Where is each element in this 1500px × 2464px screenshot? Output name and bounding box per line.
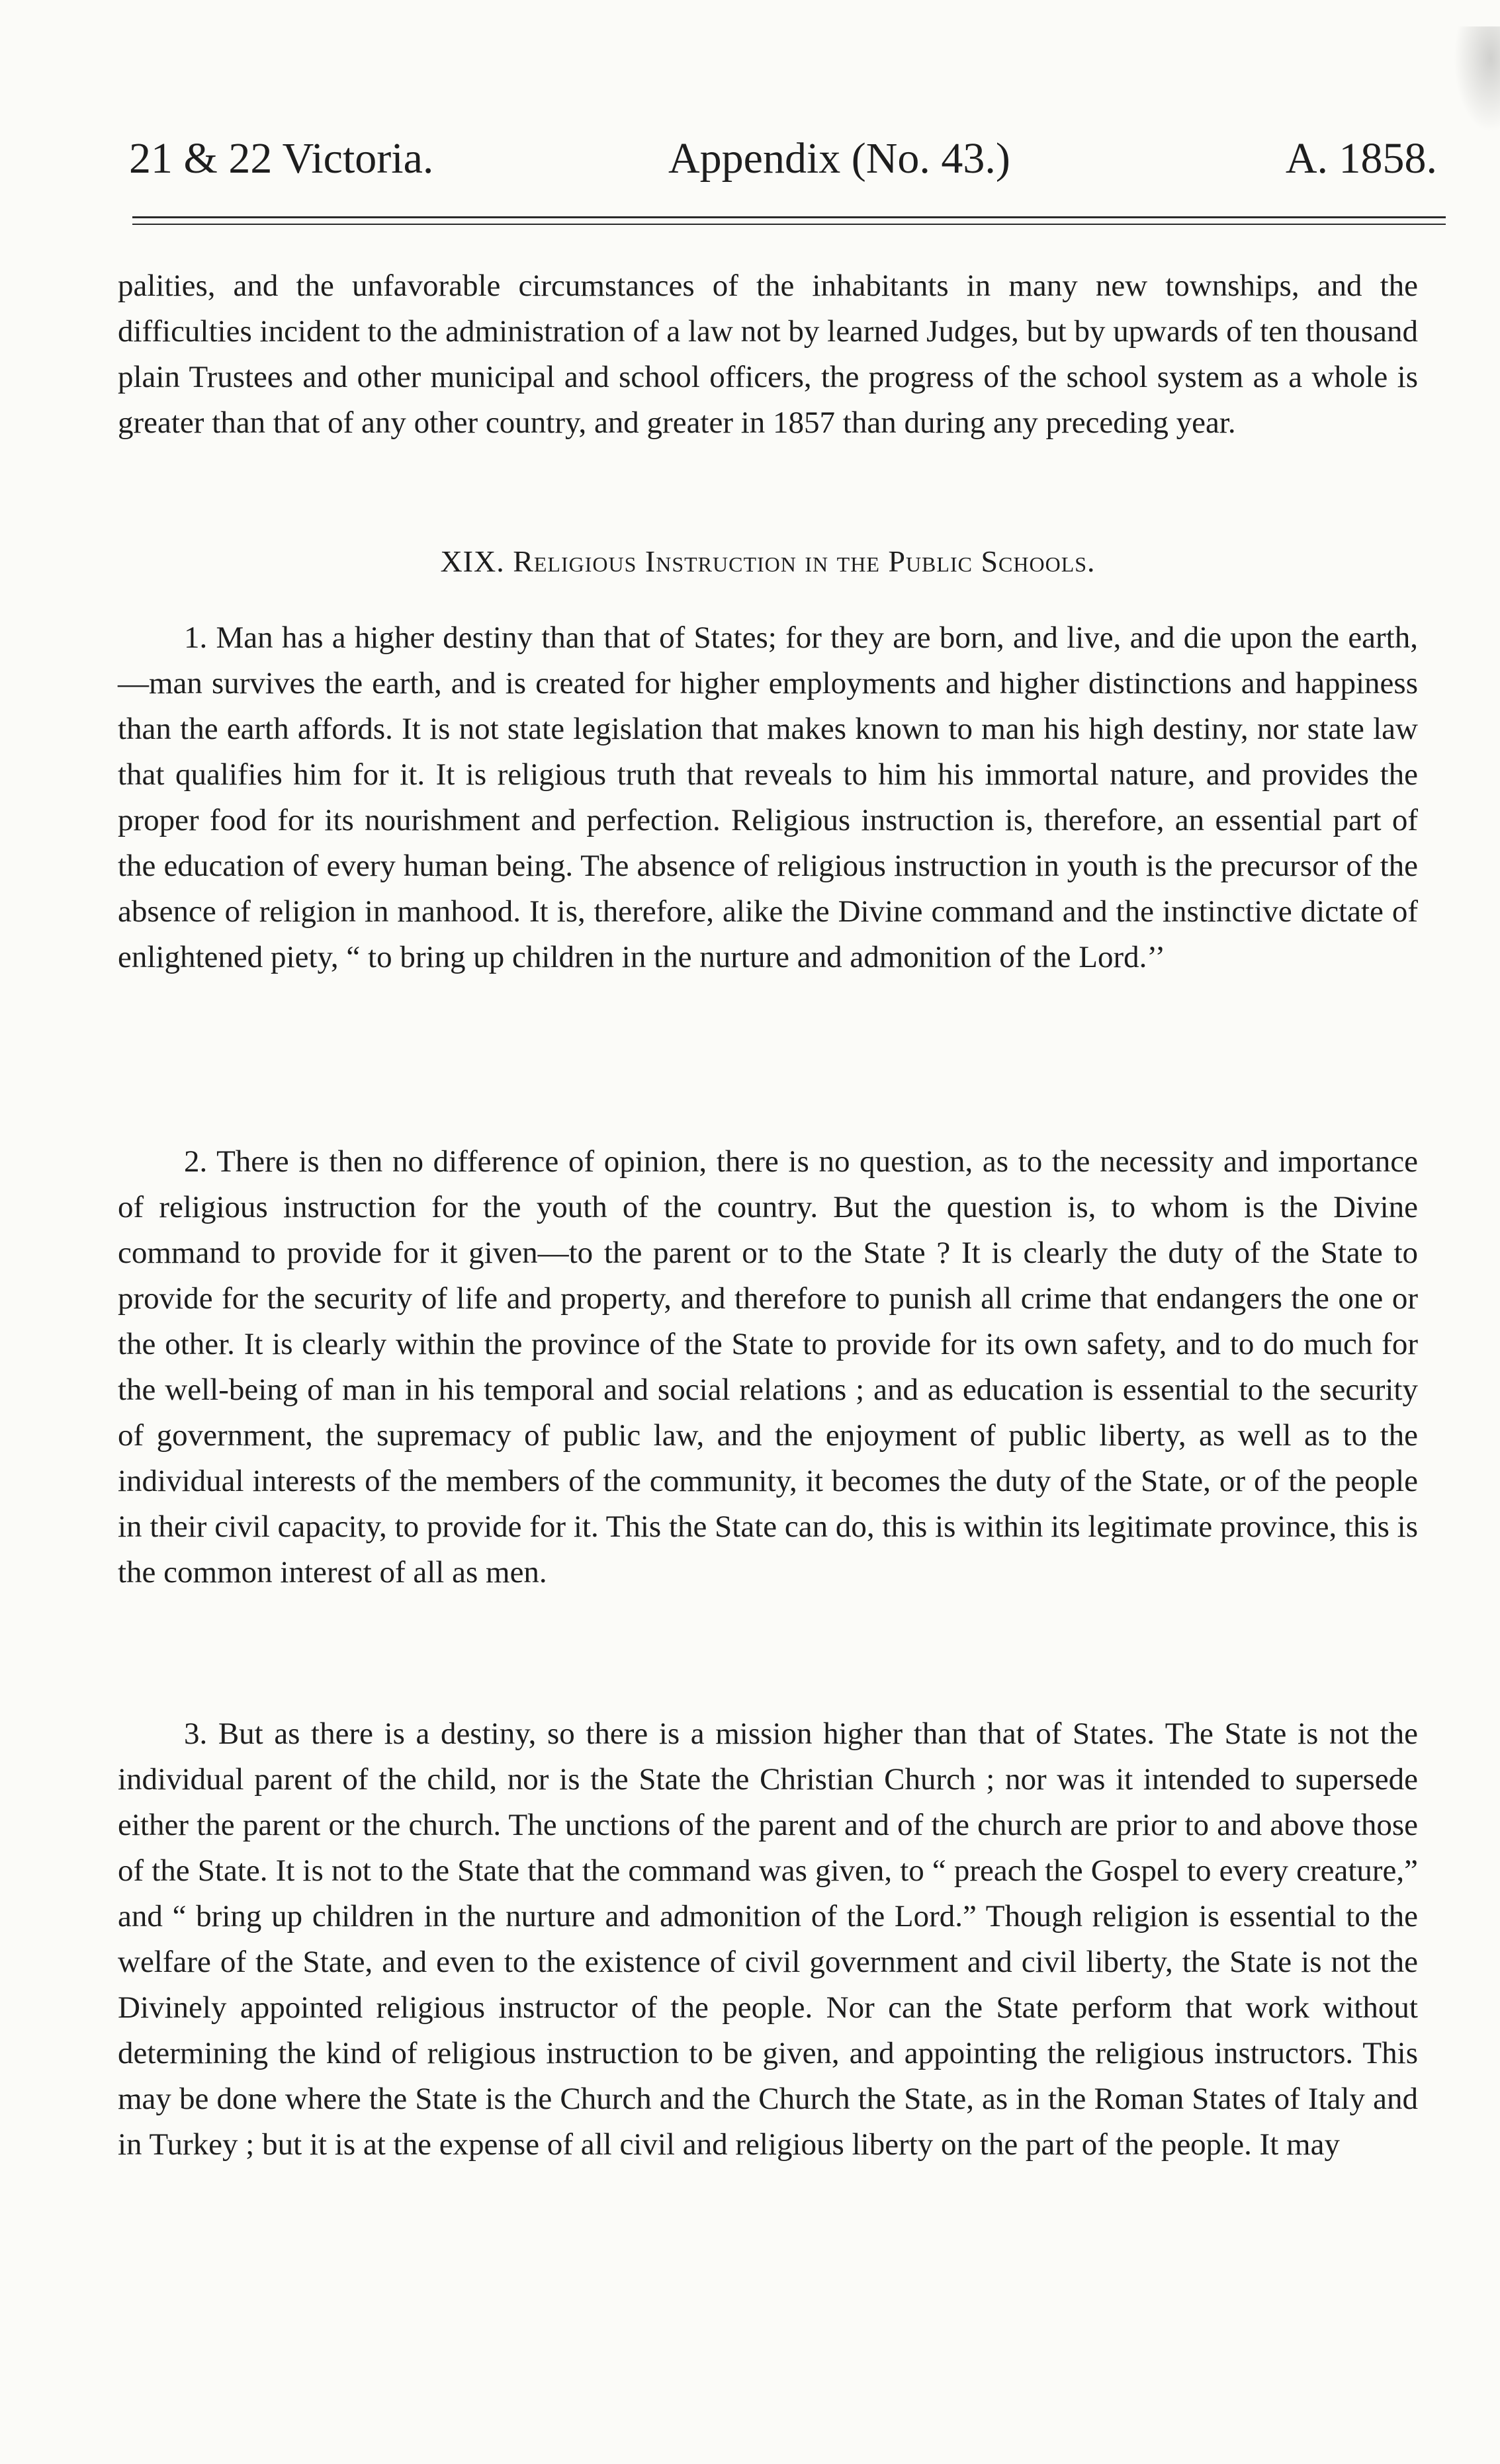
header-year: A. 1858. [1285,134,1437,183]
running-header [129,126,1437,192]
paragraph-2-text: 2. There is then no difference of opinion, there is no question, as to the necessity and importance of religious instruction for the youth of the country. But the question is, to whom is the Divine command to provide for it given—to the parent or to the State ? It is clearly the duty of the State to provide for the security of life and property, and therefore to punish all crime that endangers the one or the other. It is clearly within the province of the State to provide for its own safety, and to do much for the well-being of man in his temporal and social relations ; and as education is essential to the security of government, the supremacy of public law, and the enjoyment of public liberty, as well as to the individual interests of the members of the community, it becomes the duty of the State, or of the people in their civil capacity, to provide for it. This the State can do, this is within its legitimate province, this is the common interest of all as men. [118,1144,1418,1590]
paragraph-1-text: 1. Man has a higher destiny than that of States; for they are born, and live, and die upon the earth,—man survives the earth, and is created for higher employments and higher distinctions and happiness than the earth affords. It is not state legislation that makes known to man his high destiny, nor state law that qualifies him for it. It is religious truth that reveals to him his immortal nature, and provides the proper food for its nourishment and perfection. Religious instruction is, therefore, an essential part of the education of every human being. The absence of religious instruction in youth is the precursor of the absence of religion in manhood. It is, therefore, alike the Divine command and the instinctive dictate of enlightened piety, “ to bring up children in the nurture and admonition of the Lord.’’ [118,620,1418,974]
continuation-text: palities, and the unfavorable circumstances of the inhabitants in many new townships, and the difficulties incident to the administration of a law not by learned Judges, but by upwards of ten thousand plain Trustees and other municipal and school officers, the progress of the school system as a whole is greater than that of any other country, and greater in 1857 than during any preceding year. [118,269,1418,440]
header-session: 21 & 22 Victoria. [129,134,434,183]
header-rule-thick [132,216,1446,218]
header-appendix: Appendix (No. 43.) [668,134,1010,183]
paragraph-1 [118,615,1418,980]
section-heading: XIX. Religious Instruction in the Public Schools. [440,544,1096,578]
header-rule-thin [132,224,1446,225]
paragraph-2 [118,1139,1418,1595]
paragraph-3-text: 3. But as there is a destiny, so there is a mission higher than that of States. The State is not the individual parent of the child, nor is the State the Christian Church ; nor was it intended to supersede either the parent or the church. The unctions of the parent and of the church are prior to and above those of the State. It is not to the State that the command was given, to “ preach the Gospel to every creature,” and “ bring up children in the nurture and admonition of the Lord.” Though religion is essential to the welfare of the State, and even to the existence of civil government and civil liberty, the State is not the Divinely appointed religious instructor of the people. Nor can the State perform that work without determining the kind of religious instruction to be given, and appointing the religious instructors. This may be done where the State is the Church and the Church the State, as in the Roman States of Italy and in Turkey ; but it is at the expense of all civil and religious liberty on the part of the people. It may [118,1717,1418,2162]
margin-ink-spot [1454,26,1500,132]
continuation-paragraph [118,263,1418,446]
paragraph-3 [118,1711,1418,2168]
